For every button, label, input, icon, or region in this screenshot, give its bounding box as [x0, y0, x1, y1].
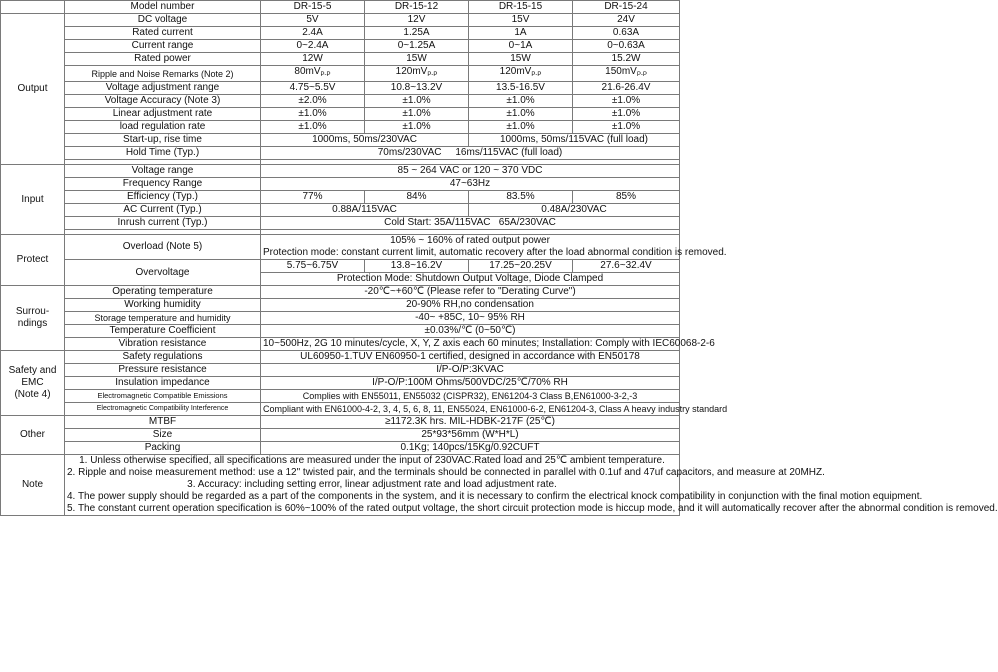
label-humidity: Working humidity	[65, 299, 261, 312]
cell: 15.2W	[573, 53, 680, 66]
section-safety: Safety and EMC (Note 4)	[1, 351, 65, 416]
row-op-temp	[1, 286, 680, 299]
label-current-range: Current range	[65, 40, 261, 53]
row-note	[1, 455, 680, 516]
row-voltage-range	[1, 165, 680, 178]
cell: 10.8~13.2V	[365, 82, 469, 95]
cell: -20℃~+60℃ (Please refer to "Derating Curve")	[261, 286, 680, 299]
label-size: Size	[65, 429, 261, 442]
row-current-range	[1, 40, 680, 53]
cell: Protection Mode: Shutdown Output Voltage, Diode Clamped	[261, 273, 680, 286]
cell: ±1.0%	[261, 121, 365, 134]
row-storage	[1, 312, 680, 325]
cell: UL60950-1.TUV EN60950-1 certified, designed in accordance with EN50178	[261, 351, 680, 364]
cell: ±1.0%	[573, 95, 680, 108]
label-dc-voltage: DC voltage	[65, 14, 261, 27]
row-emissions	[1, 390, 680, 403]
cell: ±1.0%	[365, 121, 469, 134]
row-voltage-acc	[1, 95, 680, 108]
row-load-reg	[1, 121, 680, 134]
label-rated-current: Rated current	[65, 27, 261, 40]
row-size	[1, 429, 680, 442]
cell: 0.1Kg; 140pcs/15Kg/0.92CUFT	[261, 442, 680, 455]
cell: 13.5-16.5V	[469, 82, 573, 95]
row-packing	[1, 442, 680, 455]
cell: 15W	[469, 53, 573, 66]
cell: 10~500Hz, 2G 10 minutes/cycle, X, Y, Z axis each 60 minutes; Installation: Comply with IEC60068-2-6	[261, 338, 680, 351]
note-item: 5. The constant current operation specification is 60%~100% of the rated output voltage, the short circuit protection mode is hiccup mode, and it will automatically recover after the abnormal condition is removed.	[67, 503, 998, 514]
note-item: 2. Ripple and noise measurement method: use a 12" twisted pair, and the terminals should be connected in parallel with 0.1uf and 47uf capacitors, and measure at 20MHZ.	[67, 467, 825, 478]
row-efficiency	[1, 191, 680, 204]
row-interference	[1, 403, 680, 416]
label-voltage-acc: Voltage Accuracy (Note 3)	[65, 95, 261, 108]
label-overload: Overload (Note 5)	[65, 235, 261, 260]
cell: 20-90% RH,no condensation	[261, 299, 680, 312]
cell: 0.48A/230VAC	[469, 204, 680, 217]
cell: 1A	[469, 27, 573, 40]
label-overvoltage: Overvoltage	[65, 260, 261, 286]
cell: 15W	[365, 53, 469, 66]
label-load-reg: load regulation rate	[65, 121, 261, 134]
label-linear-adj: Linear adjustment rate	[65, 108, 261, 121]
cell: ±1.0%	[469, 108, 573, 121]
cell: -40~ +85C, 10~ 95% RH	[261, 312, 680, 325]
cell: 47~63Hz	[261, 178, 680, 191]
label-hold: Hold Time (Typ.)	[65, 147, 261, 160]
cell: Complies with EN55011, EN55032 (CISPR32), EN61204-3 Class B,EN61000-3-2,-3	[261, 390, 680, 403]
note-list	[65, 455, 998, 516]
label-pressure: Pressure resistance	[65, 364, 261, 377]
label-temp-coeff: Temperature Coefficient	[65, 325, 261, 338]
cell: ±1.0%	[573, 108, 680, 121]
cell: 105% ~ 160% of rated output power Protection mode: constant current limit, automatic recovery after the load abnormal condition is removed.	[261, 235, 680, 260]
row-overload	[1, 235, 680, 260]
row-vibration	[1, 338, 680, 351]
note-item: 3. Accuracy: including setting error, linear adjustment rate and load adjustment rate.	[187, 479, 557, 490]
model-dr-15-15: DR-15-15	[469, 1, 573, 14]
row-overvoltage	[1, 260, 680, 273]
cell: 1.25A	[365, 27, 469, 40]
cell: ±1.0%	[469, 121, 573, 134]
section-input: Input	[1, 165, 65, 235]
cell: 12V	[365, 14, 469, 27]
cell: 83.5%	[469, 191, 573, 204]
row-startup	[1, 134, 680, 147]
cell: ±2.0%	[261, 95, 365, 108]
cell: Cold Start: 35A/115VAC 65A/230VAC	[261, 217, 680, 230]
cell: 0.63A	[573, 27, 680, 40]
cell: 24V	[573, 14, 680, 27]
cell: $120mV_{P-P}$	[365, 66, 469, 82]
cell: 1000ms, 50ms/115VAC (full load)	[469, 134, 680, 147]
cell: 25*93*56mm (W*H*L)	[261, 429, 680, 442]
header-blank	[1, 1, 65, 14]
cell: 70ms/230VAC 16ms/115VAC (full load)	[261, 147, 680, 160]
cell: 12W	[261, 53, 365, 66]
row-temp-coeff	[1, 325, 680, 338]
model-number-label: Model number	[65, 1, 261, 14]
row-voltage-adj	[1, 82, 680, 95]
cell: ≥1172.3K hrs. MIL-HDBK-217F (25℃)	[261, 416, 680, 429]
cell: I/P-O/P:100M Ohms/500VDC/25℃/70% RH	[261, 377, 680, 390]
cell: 0~1.25A	[365, 40, 469, 53]
cell: 0~1A	[469, 40, 573, 53]
label-packing: Packing	[65, 442, 261, 455]
label-ripple: Ripple and Noise Remarks (Note 2)	[65, 66, 261, 82]
cell: $150mV_{P-P}$	[573, 66, 680, 82]
label-storage: Storage temperature and humidity	[65, 312, 261, 325]
row-hold	[1, 147, 680, 160]
label-emissions: Electromagnetic Compatible Emissions	[65, 390, 261, 403]
header-row	[1, 1, 680, 14]
label-efficiency: Efficiency (Typ.)	[65, 191, 261, 204]
row-pressure	[1, 364, 680, 377]
cell: 0~2.4A	[261, 40, 365, 53]
cell: 84%	[365, 191, 469, 204]
cell: ±1.0%	[365, 95, 469, 108]
model-dr-15-24: DR-15-24	[573, 1, 680, 14]
cell: $80mV_{P-P}$	[261, 66, 365, 82]
note-item: 4. The power supply should be regarded as a part of the components in the system, and it is necessary to confirm the electrical knock compatibility in conjunction with the final motion equipment.	[67, 491, 923, 502]
note-item: 1. Unless otherwise specified, all specifications are measured under the input of 230VAC.Rated load and 25℃ ambient temperature.	[79, 455, 665, 466]
label-mtbf: MTBF	[65, 416, 261, 429]
cell: ±1.0%	[469, 95, 573, 108]
label-vibration: Vibration resistance	[65, 338, 261, 351]
cell: I/P-O/P:3KVAC	[261, 364, 680, 377]
cell: ±0.03%/℃ (0~50℃)	[261, 325, 680, 338]
cell: 27.6~32.4V	[573, 260, 680, 273]
model-dr-15-12: DR-15-12	[365, 1, 469, 14]
section-other: Other	[1, 416, 65, 455]
row-rated-current	[1, 27, 680, 40]
label-freq: Frequency Range	[65, 178, 261, 191]
row-inrush	[1, 217, 680, 230]
cell: 2.4A	[261, 27, 365, 40]
label-voltage-range: Voltage range	[65, 165, 261, 178]
row-regulations	[1, 351, 680, 364]
cell: ±1.0%	[261, 108, 365, 121]
section-protect: Protect	[1, 235, 65, 286]
section-output: Output	[1, 14, 65, 165]
model-dr-15-5: DR-15-5	[261, 1, 365, 14]
cell: 15V	[469, 14, 573, 27]
cell: 4.75~5.5V	[261, 82, 365, 95]
label-op-temp: Operating temperature	[65, 286, 261, 299]
cell: Compliant with EN61000-4-2, 3, 4, 5, 6, 8, 11, EN55024, EN61000-6-2, EN61204-3, Class A heavy industry standard	[261, 403, 680, 416]
cell: 17.25~20.25V	[469, 260, 573, 273]
cell: 13.8~16.2V	[365, 260, 469, 273]
cell: 0~0.63A	[573, 40, 680, 53]
cell: ±1.0%	[573, 121, 680, 134]
cell: 0.88A/115VAC	[261, 204, 469, 217]
row-mtbf	[1, 416, 680, 429]
cell: 77%	[261, 191, 365, 204]
cell: ±1.0%	[365, 108, 469, 121]
label-startup: Start-up, rise time	[65, 134, 261, 147]
row-ripple	[1, 66, 680, 82]
cell: 5V	[261, 14, 365, 27]
cell: $120mV_{P-P}$	[469, 66, 573, 82]
label-inrush: Inrush current (Typ.)	[65, 217, 261, 230]
row-insulation	[1, 377, 680, 390]
section-surroundings: Surrou- ndings	[1, 286, 65, 351]
row-dc-voltage	[1, 14, 680, 27]
label-ac-current: AC Current (Typ.)	[65, 204, 261, 217]
label-interference: Electromagnetic Compatibility Interference	[65, 403, 261, 416]
section-note: Note	[1, 455, 65, 516]
row-humidity	[1, 299, 680, 312]
cell: 85 ~ 264 VAC or 120 ~ 370 VDC	[261, 165, 680, 178]
label-insulation: Insulation impedance	[65, 377, 261, 390]
row-ac-current	[1, 204, 680, 217]
label-regulations: Safety regulations	[65, 351, 261, 364]
row-freq	[1, 178, 680, 191]
label-rated-power: Rated power	[65, 53, 261, 66]
row-rated-power	[1, 53, 680, 66]
row-linear-adj	[1, 108, 680, 121]
cell: 21.6-26.4V	[573, 82, 680, 95]
label-voltage-adj: Voltage adjustment range	[65, 82, 261, 95]
cell: 5.75~6.75V	[261, 260, 365, 273]
cell: 1000ms, 50ms/230VAC	[261, 134, 469, 147]
cell: 85%	[573, 191, 680, 204]
